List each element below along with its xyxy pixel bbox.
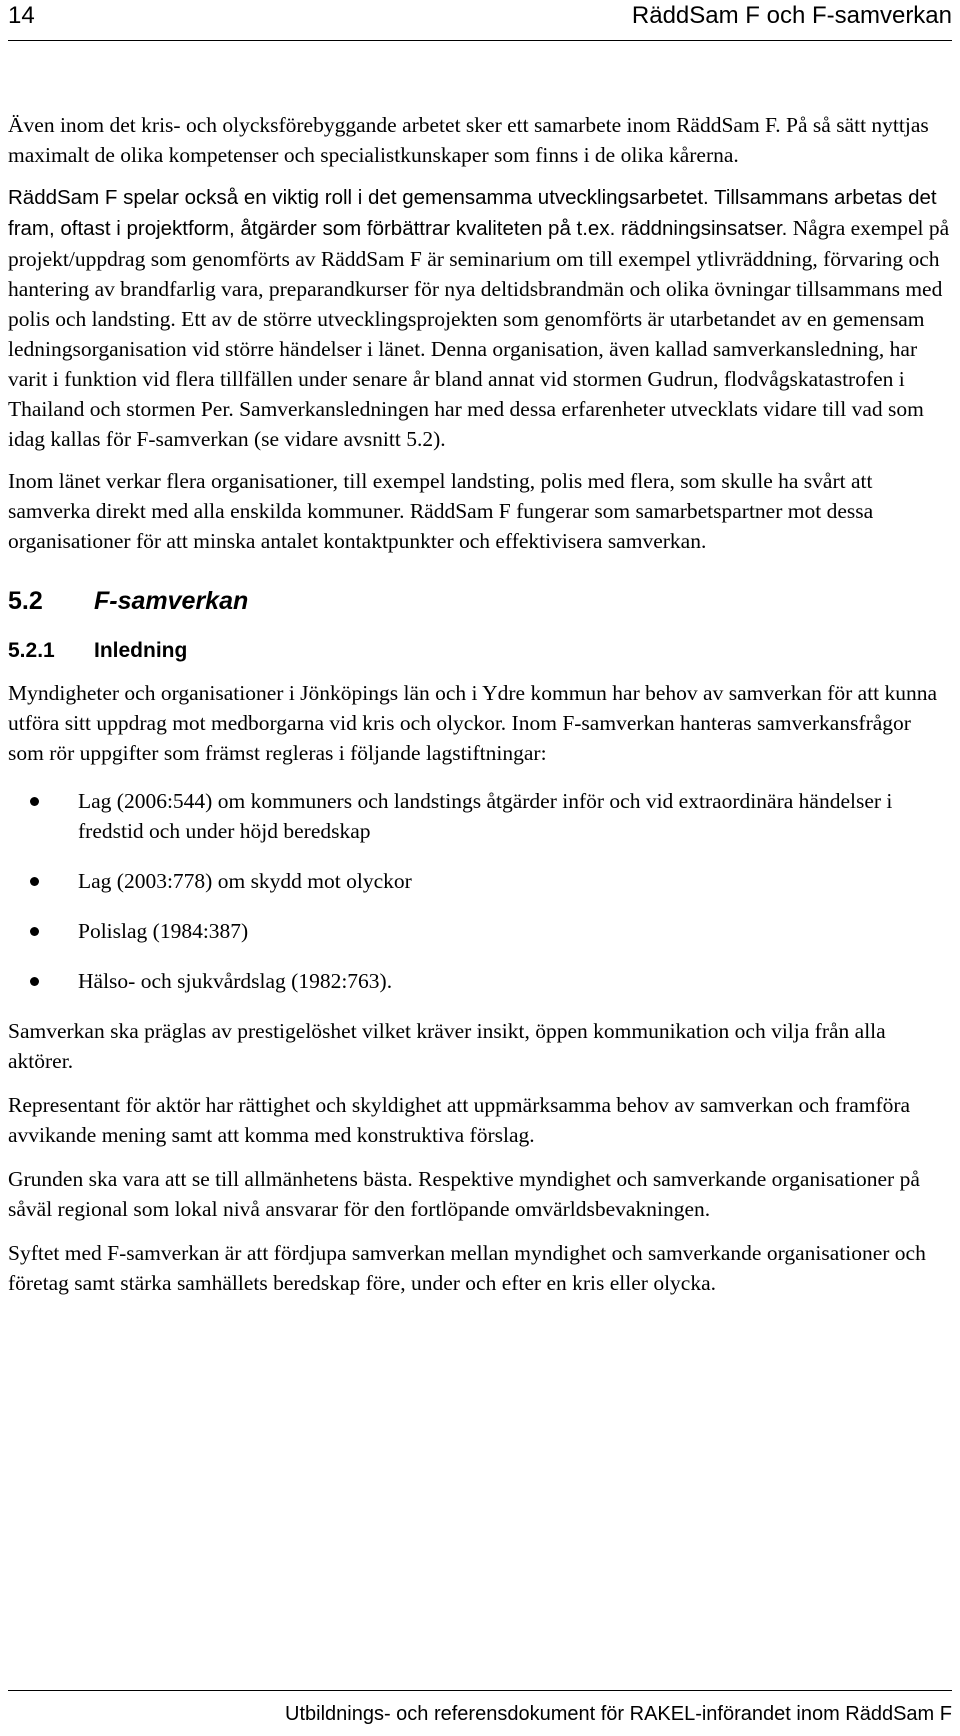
- paragraph: Samverkan ska präglas av prestigelöshet vilket kräver insikt, öppen kommunikation och vilja från alla aktörer.: [8, 1019, 886, 1073]
- subsection-title: Inledning: [94, 639, 188, 662]
- paragraph-serif-part: Några exempel på projekt/uppdrag som genomförts av RäddSam F är seminarium om till exempel ytlivräddning, förvaring och hantering av brandfarlig vara, preparandkurser för nya deltidsbrandmän och olika övningar tillsammans med polis och landsting. Ett av de större utvecklingsprojekten som genomförts är utarbetandet av en gemensam ledningsorganisation vid större händelser i länet. Denna organisation, även kallad samverkansledning, har varit i funktion vid flera tillfällen under senare år bland annat vid stormen Gudrun, flodvågskatastrofen i Thailand och stormen Per. Samverkansledningen har med dessa erfarenheter utvecklats vidare till vad som idag kallas för F-samverkan (se vidare avsnitt 5.2).: [8, 216, 950, 451]
- bullet-icon: [30, 877, 39, 886]
- bullet-icon: [30, 977, 39, 986]
- list-item-text: Lag (2006:544) om kommuners och landstings åtgärder inför och vid extraordinära händelser i fredstid och under höjd beredskap: [78, 789, 893, 843]
- paragraph: Syftet med F-samverkan är att fördjupa samverkan mellan myndighet och samverkande organisationer och företag samt stärka samhällets beredskap före, under och efter en kris eller olycka.: [8, 1241, 926, 1295]
- paragraph: Grunden ska vara att se till allmänhetens bästa. Respektive myndighet och samverkande organisationer på såväl regional som lokal nivå ansvarar för den fortlöpande omvärldsbevakningen.: [8, 1167, 920, 1221]
- bullet-icon: [30, 797, 39, 806]
- document-body: [8, 110, 952, 1312]
- paragraph: Inom länet verkar flera organisationer, till exempel landsting, polis med flera, som skulle ha svårt att samverka direkt med alla enskilda kommuner. RäddSam F fungerar som samarbetspartner mot dessa organisationer för att minska antalet kontaktpunkter och effektivisera samverkan.: [8, 469, 874, 553]
- list-item: [8, 916, 952, 946]
- list-item-text: Polislag (1984:387): [78, 919, 249, 943]
- subsection-number: 5.2.1: [8, 639, 55, 662]
- page-header: [8, 0, 952, 41]
- footer-text: Utbildnings- och referensdokument för RAKEL-införandet inom RäddSam F: [285, 1703, 952, 1725]
- paragraph: Myndigheter och organisationer i Jönköpings län och i Ydre kommun har behov av samverkan för att kunna utföra sitt uppdrag mot medborgarna vid kris och olyckor. Inom F-samverkan hanteras samverkansfrågor som rör uppgifter som främst regleras i följande lagstiftningar:: [8, 681, 938, 765]
- page-footer: [8, 1690, 952, 1731]
- paragraph: Även inom det kris- och olycksförebyggande arbetet sker ett samarbete inom RäddSam F. På så sätt nyttjas maximalt de olika kompetenser och specialistkunskaper som finns i de olika kårerna.: [8, 113, 929, 167]
- section-number: 5.2: [8, 587, 43, 615]
- list-item: [8, 866, 952, 896]
- bullet-icon: [30, 927, 39, 936]
- law-list: [8, 786, 952, 996]
- section-heading: [8, 586, 952, 620]
- list-item-text: Hälso- och sjukvårdslag (1982:763).: [78, 969, 393, 993]
- paragraph: Representant för aktör har rättighet och skyldighet att uppmärksamma behov av samverkan och framföra avvikande mening samt att komma med konstruktiva förslag.: [8, 1093, 911, 1147]
- page-number: 14: [8, 2, 35, 29]
- section-title: F-samverkan: [94, 587, 249, 615]
- subsection-heading: [8, 636, 952, 666]
- list-item-text: Lag (2003:778) om skydd mot olyckor: [78, 869, 412, 893]
- list-item: [8, 786, 952, 846]
- list-item: [8, 966, 952, 996]
- header-title: RäddSam F och F-samverkan: [631, 2, 952, 29]
- paragraph: [8, 182, 952, 454]
- paragraph-sans-part: RäddSam F spelar också en viktig roll i det gemensamma utvecklingsarbetet. Tillsammans arbetas det fram, oftast i projektform, åtgärder som förbättrar kvaliteten på t.ex. räddningsinsatser.: [8, 186, 937, 240]
